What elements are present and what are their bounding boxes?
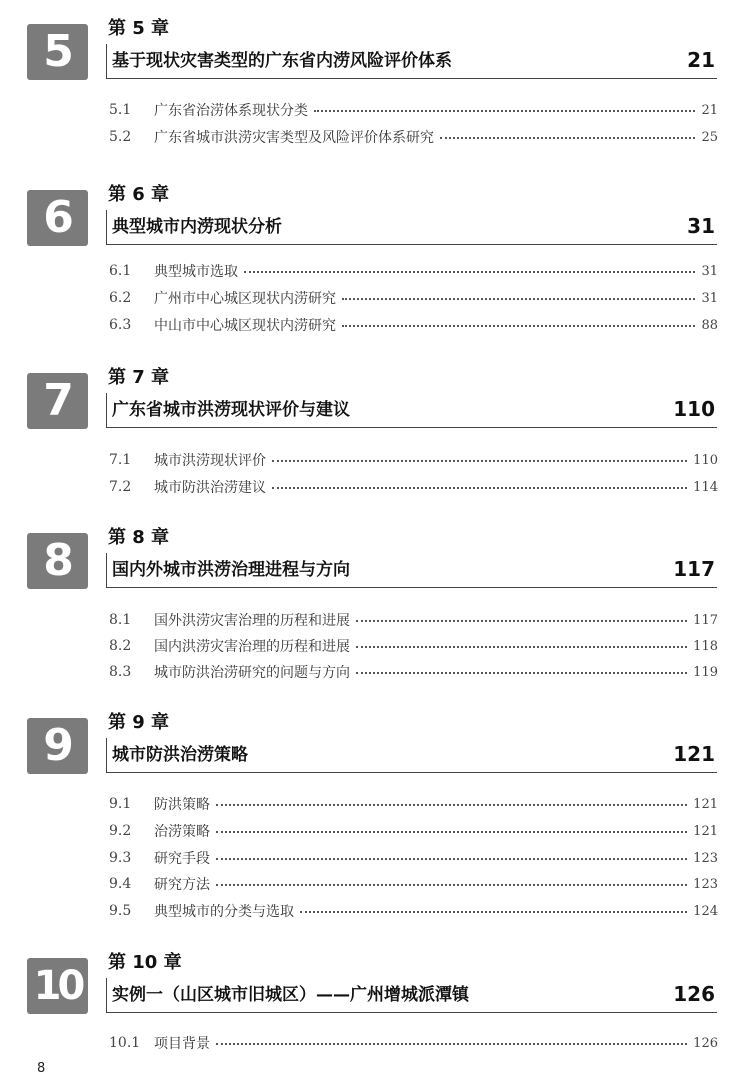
toc-entry[interactable] <box>109 820 718 842</box>
section-number: 8.2 <box>109 638 132 654</box>
chapter-title: 广东省城市洪涝现状评价与建议 <box>112 400 350 420</box>
dot-leader <box>342 325 695 327</box>
section-number: 6.3 <box>109 317 132 333</box>
toc-entry[interactable] <box>109 260 718 282</box>
section-page: 119 <box>693 664 718 680</box>
chapter-page: 110 <box>673 397 715 421</box>
dot-leader <box>440 137 695 139</box>
toc-entry[interactable] <box>109 609 718 631</box>
section-number: 7.2 <box>109 479 132 495</box>
section-page: 124 <box>693 903 718 919</box>
toc-entry[interactable] <box>109 126 718 148</box>
dot-leader <box>300 911 687 913</box>
chapter-number-badge: 6 <box>27 190 88 246</box>
chapter-heading[interactable] <box>106 978 717 1013</box>
section-title: 广东省治涝体系现状分类 <box>154 103 308 119</box>
section-number: 9.2 <box>109 823 132 839</box>
chapter-title: 国内外城市洪涝治理进程与方向 <box>112 560 350 580</box>
dot-leader <box>216 1043 687 1045</box>
section-title: 城市洪涝现状评价 <box>154 453 266 469</box>
section-title: 项目背景 <box>154 1036 210 1052</box>
section-number: 6.2 <box>109 290 132 306</box>
toc-entry[interactable] <box>109 99 718 121</box>
section-title: 典型城市选取 <box>154 264 238 280</box>
chapter-title: 基于现状灾害类型的广东省内涝风险评价体系 <box>112 51 452 71</box>
toc-entry[interactable] <box>109 314 718 336</box>
dot-leader <box>356 620 687 622</box>
toc-entry[interactable] <box>109 476 718 498</box>
dot-leader <box>216 831 687 833</box>
section-page: 123 <box>693 850 718 866</box>
section-page: 121 <box>693 823 718 839</box>
dot-leader <box>356 672 687 674</box>
chapter-title: 典型城市内涝现状分析 <box>112 217 282 237</box>
section-number: 8.1 <box>109 612 132 628</box>
section-page: 123 <box>693 876 718 892</box>
section-title: 研究方法 <box>154 877 210 893</box>
toc-entry[interactable] <box>109 449 718 471</box>
section-number: 9.5 <box>109 903 132 919</box>
section-number: 9.3 <box>109 850 132 866</box>
section-page: 121 <box>693 796 718 812</box>
toc-entry[interactable] <box>109 1032 718 1054</box>
section-page: 31 <box>701 263 718 279</box>
chapter-heading[interactable] <box>106 210 717 245</box>
section-title: 国内洪涝灾害治理的历程和进展 <box>154 639 350 655</box>
chapter-number-badge: 9 <box>27 718 88 774</box>
section-title: 防洪策略 <box>154 797 210 813</box>
dot-leader <box>216 884 687 886</box>
chapter-label: 第 8 章 <box>108 527 170 548</box>
chapter-heading[interactable] <box>106 738 717 773</box>
toc-entry[interactable] <box>109 287 718 309</box>
toc-entry[interactable] <box>109 900 718 922</box>
section-title: 国外洪涝灾害治理的历程和进展 <box>154 613 350 629</box>
chapter-number-badge: 5 <box>27 24 88 80</box>
toc-entry[interactable] <box>109 873 718 895</box>
section-number: 7.1 <box>109 452 132 468</box>
dot-leader <box>216 858 687 860</box>
chapter-label: 第 6 章 <box>108 184 170 205</box>
chapter-title: 城市防洪治涝策略 <box>112 745 248 765</box>
section-page: 88 <box>701 317 718 333</box>
section-title: 中山市中心城区现状内涝研究 <box>154 318 336 334</box>
section-page: 117 <box>693 612 718 628</box>
chapter-number-badge: 7 <box>27 373 88 429</box>
section-page: 126 <box>693 1035 718 1051</box>
chapter-page: 117 <box>673 557 715 581</box>
chapter-page: 21 <box>687 48 715 72</box>
section-number: 8.3 <box>109 664 132 680</box>
dot-leader <box>314 110 695 112</box>
chapter-heading[interactable] <box>106 393 717 428</box>
chapter-label: 第 7 章 <box>108 367 170 388</box>
dot-leader <box>342 298 695 300</box>
chapter-title: 实例一（山区城市旧城区）——广州增城派潭镇 <box>112 985 469 1005</box>
chapter-label: 第 10 章 <box>108 952 182 973</box>
chapter-heading[interactable] <box>106 44 717 79</box>
section-title: 典型城市的分类与选取 <box>154 904 294 920</box>
dot-leader <box>272 487 687 489</box>
section-number: 9.1 <box>109 796 132 812</box>
toc-entry[interactable] <box>109 793 718 815</box>
section-title: 城市防洪治涝研究的问题与方向 <box>154 665 350 681</box>
dot-leader <box>356 646 687 648</box>
dot-leader <box>272 460 687 462</box>
dot-leader <box>216 804 687 806</box>
toc-entry[interactable] <box>109 635 718 657</box>
section-title: 城市防洪治涝建议 <box>154 480 266 496</box>
section-title: 研究手段 <box>154 851 210 867</box>
section-title: 广东省城市洪涝灾害类型及风险评价体系研究 <box>154 130 434 146</box>
toc-entry[interactable] <box>109 661 718 683</box>
chapter-label: 第 5 章 <box>108 18 170 39</box>
section-page: 114 <box>693 479 718 495</box>
chapter-number-badge: 8 <box>27 533 88 589</box>
chapter-page: 126 <box>673 982 715 1006</box>
section-page: 25 <box>701 129 718 145</box>
section-title: 广州市中心城区现状内涝研究 <box>154 291 336 307</box>
section-number: 5.2 <box>109 129 132 145</box>
chapter-page: 121 <box>673 742 715 766</box>
page-number: 8 <box>37 1061 46 1076</box>
chapter-page: 31 <box>687 214 715 238</box>
section-page: 21 <box>701 102 718 118</box>
section-number: 6.1 <box>109 263 132 279</box>
section-title: 治涝策略 <box>154 824 210 840</box>
chapter-number-badge: 10 <box>27 958 88 1014</box>
section-page: 118 <box>693 638 718 654</box>
toc-entry[interactable] <box>109 847 718 869</box>
section-page: 110 <box>693 452 718 468</box>
section-page: 31 <box>701 290 718 306</box>
chapter-heading[interactable] <box>106 553 717 588</box>
section-number: 9.4 <box>109 876 132 892</box>
chapter-label: 第 9 章 <box>108 712 170 733</box>
section-number: 10.1 <box>109 1035 141 1051</box>
dot-leader <box>244 271 695 273</box>
section-number: 5.1 <box>109 102 132 118</box>
